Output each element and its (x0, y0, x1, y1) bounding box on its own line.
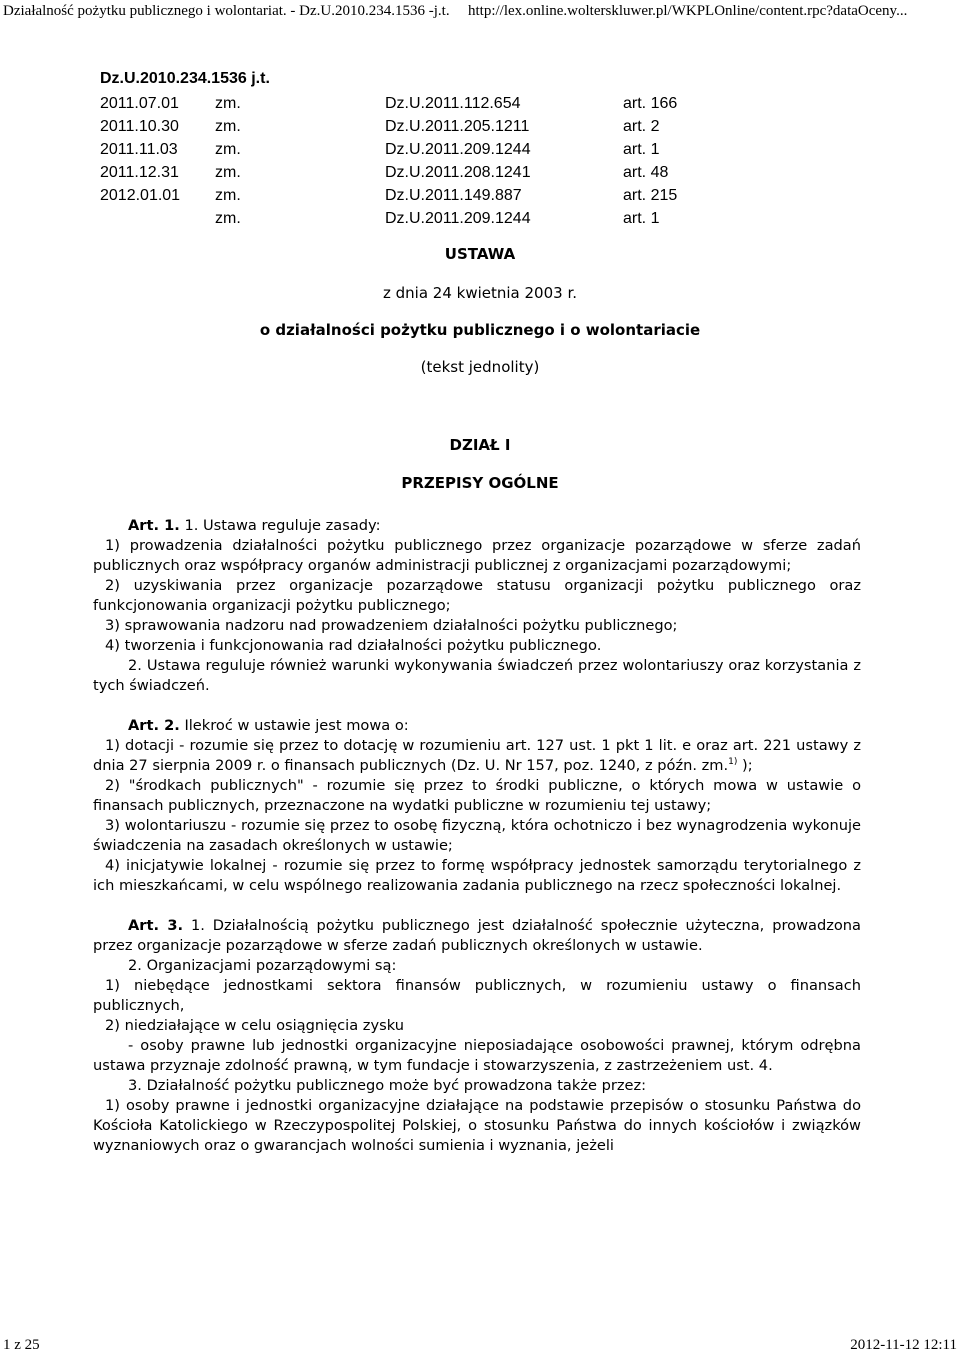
article-2-label: Art. 2. (128, 717, 180, 734)
amendment-article: art. 166 (623, 95, 678, 112)
amendment-date: 2011.07.01 (100, 95, 179, 112)
article-3-para-2: 2. Organizacjami pozarządowymi są: (128, 957, 397, 974)
amendment-date: 2012.01.01 (100, 187, 181, 204)
page-number: 1 z 25 (3, 1337, 40, 1353)
browser-page-title: Działalność pożytku publicznego i wolontariat. - Dz.U.2010.234.1536 -j.t. (3, 3, 450, 19)
article-2-item: 3) wolontariuszu - rozumie się przez to osobę fizyczną, która ochotniczo i bez wynagrodzenia wykonuje świadczenia na zasadach określonych w ustawie; (93, 817, 861, 854)
amendment-article: art. 2 (623, 118, 660, 135)
article-3-para-1 (93, 916, 861, 956)
body-text (93, 516, 861, 1156)
amendment-ref: Dz.U.2011.209.1244 (385, 210, 531, 227)
act-type: USTAWA (444, 245, 516, 263)
document-id: Dz.U.2010.234.1536 j.t. (100, 70, 270, 87)
article-1-item: 1) prowadzenia działalności pożytku publicznego przez organizacje pozarządowe w sferze zadań publicznych oraz współpracy organów administracji publicznej z organizacjami pozarządowymi; (93, 537, 861, 574)
article-2-item-end: ); (737, 757, 753, 774)
amendment-date: 2011.12.31 (100, 164, 179, 181)
article-1-intro: 1. Ustawa reguluje zasady: (184, 517, 381, 534)
amendment-row (100, 138, 660, 161)
article-2-intro (93, 716, 861, 736)
browser-page-url: http://lex.online.wolterskluwer.pl/WKPLOnline/content.rpc?dataOceny... (468, 3, 908, 19)
article-2-item: 4) inicjatywie lokalnej - rozumie się przez to formę współpracy jednostek samorządu terytorialnego z ich mieszkańcami, w celu wspólnego realizowania zadania publicznego na rzecz społeczności lokalnej. (93, 857, 861, 894)
amendment-list (100, 67, 678, 230)
amendment-type: zm. (215, 141, 241, 158)
article-3-item-continuation: - osoby prawne lub jednostki organizacyjne nieposiadające osobowości prawnej, którym odrębna ustawa przyznaje zdolność prawną, w tym fundacje i stowarzyszenia, z zastrzeżeniem ust. 4. (93, 1037, 861, 1074)
amendment-article: art. 215 (623, 187, 678, 204)
amendment-article: art. 1 (623, 141, 660, 158)
article-3-item: 1) osoby prawne i jednostki organizacyjne działające na podstawie przepisów o stosunku Państwa do Kościoła Katolickiego w Rzeczypospolitej Polskiej, o stosunku Państwa do innych kościołów i związków wyznaniowych oraz o gwarancjach wolności sumienia i wyznania, jeżeli (93, 1097, 861, 1154)
amendment-date: 2011.11.03 (100, 141, 178, 158)
article-2-item (93, 736, 861, 776)
act-title: o działalności pożytku publicznego i o wolontariacie (259, 321, 701, 339)
act-note: (tekst jednolity) (420, 358, 540, 376)
article-3-item: 2) niedziałające w celu osiągnięcia zysku (105, 1017, 404, 1034)
article-2-intro-text: Ilekroć w ustawie jest mowa o: (184, 717, 409, 734)
amendment-ref: Dz.U.2011.149.887 (385, 187, 522, 204)
amendment-type: zm. (215, 95, 241, 112)
amendment-article: art. 1 (623, 210, 660, 227)
article-1-item: 3) sprawowania nadzoru nad prowadzeniem działalności pożytku publicznego; (105, 617, 678, 634)
article-3-para-1-text: 1. Działalnością pożytku publicznego jest działalność społecznie użyteczna, prowadzona przez organizacje pozarządowe w sferze zadań publicznych określonych w ustawie. (93, 917, 861, 954)
amendment-row (100, 92, 678, 115)
amendment-ref: Dz.U.2011.205.1211 (385, 118, 530, 135)
amendment-type: zm. (215, 187, 241, 204)
division-heading: DZIAŁ I (449, 436, 511, 454)
article-2-item: 2) "środkach publicznych" - rozumie się przez to środki publiczne, o których mowa w ustawie o finansach publicznych, przeznaczone na wydatki publiczne w rozumieniu tej ustawy; (93, 777, 861, 814)
amendment-type: zm. (215, 118, 241, 135)
footnote-ref: 1) (728, 757, 738, 767)
article-3-para-3: 3. Działalność pożytku publicznego może być prowadzona także przez: (128, 1077, 647, 1094)
amendment-date: 2011.10.30 (100, 118, 179, 135)
amendment-ref: Dz.U.2011.112.654 (385, 95, 521, 112)
article-3-label: Art. 3. (128, 917, 184, 934)
division-title: PRZEPISY OGÓLNE (401, 474, 559, 492)
article-1-item: 2) uzyskiwania przez organizacje pozarządowe statusu organizacji pożytku publicznego oraz funkcjonowania organizacji pożytku publicznego; (93, 577, 861, 614)
article-3-item: 1) niebędące jednostkami sektora finansów publicznych, w rozumieniu ustawy o finansach publicznych, (93, 977, 861, 1014)
article-1-label: Art. 1. (128, 517, 180, 534)
amendment-ref: Dz.U.2011.208.1241 (385, 164, 531, 181)
amendment-row (100, 115, 660, 138)
amendment-row (100, 161, 669, 184)
act-date: z dnia 24 kwietnia 2003 r. (382, 284, 578, 302)
article-1-item: 4) tworzenia i funkcjonowania rad działalności pożytku publicznego. (105, 637, 602, 654)
amendment-type: zm. (215, 210, 241, 227)
amendment-row (100, 207, 660, 230)
amendment-ref: Dz.U.2011.209.1244 (385, 141, 531, 158)
amendment-article: art. 48 (623, 164, 669, 181)
article-1-para-1 (93, 516, 861, 536)
amendment-row (100, 184, 678, 207)
article-2-item-text: 1) dotacji - rozumie się przez to dotację w rozumieniu art. 127 ust. 1 pkt 1 lit. e oraz art. 221 ustawy z dnia 27 sierpnia 2009 r. o finansach publicznych (Dz. U. Nr 157, poz. 1240, z późn. zm. (93, 737, 861, 774)
article-1-para-2: 2. Ustawa reguluje również warunki wykonywania świadczeń przez wolontariuszy oraz korzystania z tych świadczeń. (93, 657, 861, 694)
print-datetime: 2012-11-12 12:11 (850, 1337, 957, 1353)
amendment-type: zm. (215, 164, 241, 181)
